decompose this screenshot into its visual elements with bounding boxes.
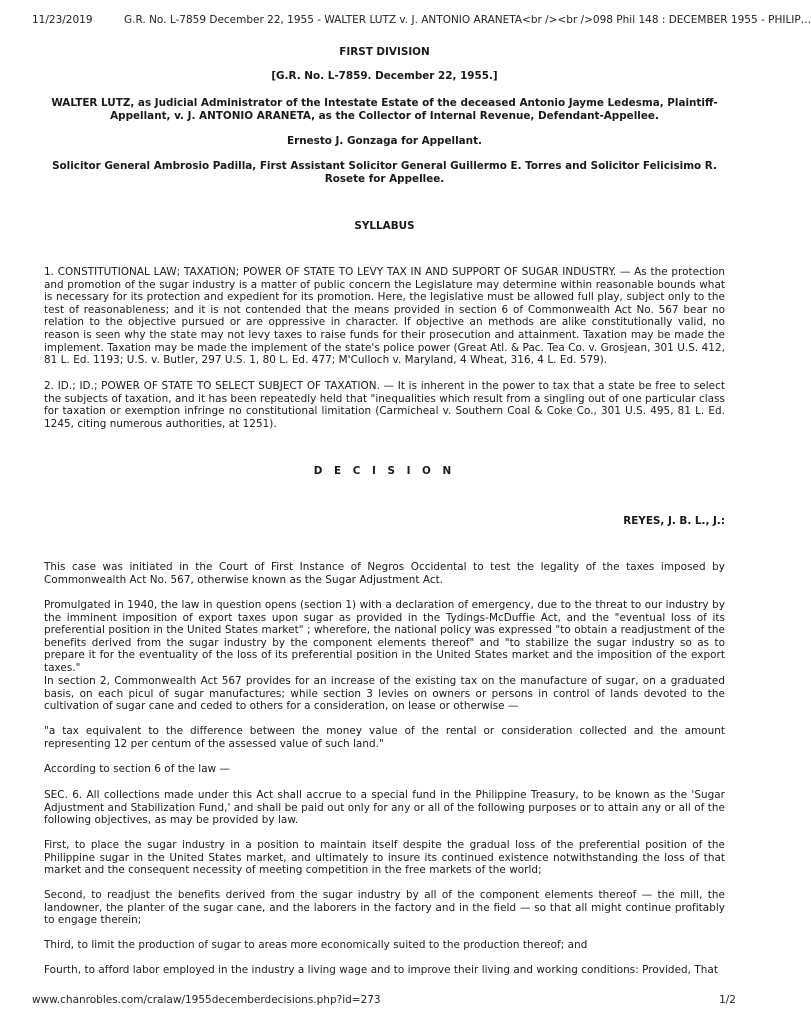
case-parties: WALTER LUTZ, as Judicial Administrator of the Intestate Estate of the deceased Antonio Jayme Ledesma, Plaintiff-Appellant, v. J. ANTONIO ARANETA, as the Collector of Internal Revenue, Defendant-Appellee. <box>51 97 718 122</box>
decision-paragraph: Promulgated in 1940, the law in question opens (section 1) with a declaration of emergency, due to the threat to our industry by the imminent imposition of export taxes upon sugar as provided in the Tydings-McDuffie Act, and the "eventual loss of its preferential position in the United States market" ; wherefore, the national policy was expressed "to obtain a readjustment of the benefits derived from the sugar industry by the component elements thereof" and "to stabilize the sugar industry so as to prepare it for the eventuality of the loss of its preferential position in the United States market and the imposition of the export taxes." <box>44 599 725 674</box>
decision-paragraph: In section 2, Commonwealth Act 567 provides for an increase of the existing tax on the manufacture of sugar, on a graduated basis, on each picul of sugar manufactures; while section 3 levies on owners or persons in control of lands devoted to the cultivation of sugar cane and ceded to others for a consideration, on lease or otherwise — <box>44 675 725 713</box>
quoted-provision: "a tax equivalent to the difference between the money value of the rental or consideration collected and the amount representing 12 per centum of the assessed value of such land." <box>44 725 725 750</box>
objective-third: Third, to limit the production of sugar to areas more economically suited to the production thereof; and <box>44 939 588 951</box>
print-header <box>32 14 811 28</box>
objective-first: First, to place the sugar industry in a position to maintain itself despite the gradual loss of the preferential position of the Philippine sugar in the United States market, and ultimately to insure its continued existence notwithstanding the loss of that market and the consequent necessity of meeting competition in the free markets of the world; <box>44 839 725 877</box>
counsel-appellant: Ernesto J. Gonzaga for Appellant. <box>286 135 482 147</box>
decision-paragraph: This case was initiated in the Court of First Instance of Negros Occidental to test the legality of the taxes imposed by Commonwealth Act No. 567, otherwise known as the Sugar Adjustment Act. <box>44 561 725 586</box>
counsel-appellee: Solicitor General Ambrosio Padilla, First Assistant Solicitor General Guillermo E. Torres and Solicitor Felicisimo R. Rosete for Appellee. <box>52 160 717 185</box>
decision-paragraph: According to section 6 of the law — <box>44 763 231 775</box>
division-heading: FIRST DIVISION <box>339 46 430 58</box>
ponente: REYES, J. B. L., J.: <box>623 515 725 527</box>
syllabus-item-1: 1. CONSTITUTIONAL LAW; TAXATION; POWER OF STATE TO LEVY TAX IN AND SUPPORT OF SUGAR INDUSTRY. — As the protection and promotion of the sugar industry is a matter of public concern the Legislature may determine within reasonable bounds what is necessary for its protection and expedient for its promotion. Here, the legislative must be allowed full play, subject only to the test of reasonableness; and it is not contended that the means provided in section 6 of Commonwealth Act No. 567 bear no relation to the objective pursued or are oppressive in character. If objective an methods are alike constitutionally valid, no reason is seen why the state may not levy taxes to raise funds for their prosecution and attainment. Taxation may be made the implement. Taxation may be made the implement of the state's police power (Great Atl. & Pac. Tea Co. v. Grosjean, 301 U.S. 412, 81 L. Ed. 1193; U.S. v. Butler, 297 U.S. 1, 80 L. Ed. 477; M'Culloch v. Maryland, 4 Wheat, 316, 4 L. Ed. 579). <box>44 266 725 367</box>
source-url: www.chanrobles.com/cralaw/1955decemberdecisions.php?id=273 <box>32 994 381 1006</box>
section-6-text: SEC. 6. All collections made under this Act shall accrue to a special fund in the Philippine Treasury, to be known as the 'Sugar Adjustment and Stabilization Fund,' and shall be paid out only for any or all of the following purposes or to attain any or all of the following objectives, as may be provided by law. <box>44 789 725 827</box>
decision-heading: D E C I S I O N <box>313 465 456 477</box>
objective-second: Second, to readjust the benefits derived from the sugar industry by all of the component elements thereof — the mill, the landowner, the planter of the sugar cane, and the laborers in the factory and in the field — so that all might continue profitably to engage therein; <box>44 889 725 927</box>
page-number: 1/2 <box>719 994 736 1006</box>
print-date: 11/23/2019 <box>32 14 93 26</box>
print-footer <box>32 994 736 1008</box>
gr-number: [G.R. No. L-7859. December 22, 1955.] <box>271 70 498 82</box>
syllabus-heading: SYLLABUS <box>354 220 415 232</box>
print-title: G.R. No. L-7859 December 22, 1955 - WALTER LUTZ v. J. ANTONIO ARANETA<br /><br />098 Phil 148 : DECEMBER 1955 - PHILIP… <box>124 14 811 26</box>
syllabus-item-2: 2. ID.; ID.; POWER OF STATE TO SELECT SUBJECT OF TAXATION. — It is inherent in the power to tax that a state be free to select the subjects of taxation, and it has been repeatedly held that "inequalities which result from a singling out of one particular class for taxation or exemption infringe no constitutional limitation (Carmicheal v. Southern Coal & Coke Co., 301 U.S. 495, 81 L. Ed. 1245, citing numerous authorities, at 1251). <box>44 380 725 430</box>
objective-fourth: Fourth, to afford labor employed in the industry a living wage and to improve their living and working conditions: Provided, That <box>44 964 718 976</box>
